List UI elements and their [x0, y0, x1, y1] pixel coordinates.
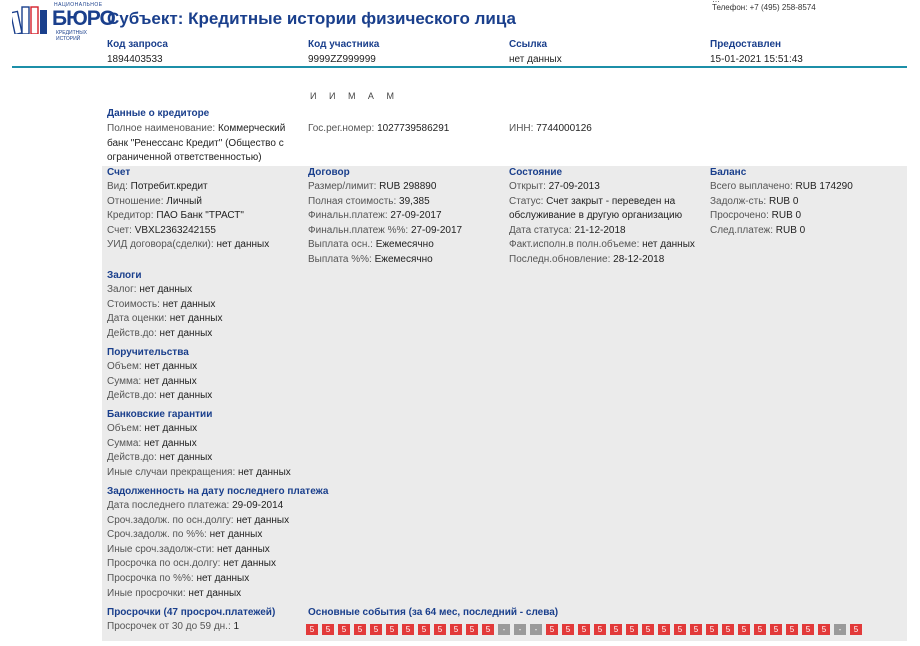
state-row: [509, 238, 695, 253]
account-row-label: Счет:: [107, 224, 132, 236]
timeline-cell: -: [514, 624, 526, 635]
state-row: [509, 209, 695, 224]
bank-guarantees-row-value: нет данных: [143, 437, 197, 449]
timeline-cell: 5: [402, 624, 414, 635]
creditor-name-label: Полное наименование:: [107, 123, 216, 134]
timeline-cell: 5: [594, 624, 606, 635]
guarantees-row: [107, 375, 212, 390]
guarantees-row-label: Сумма:: [107, 375, 142, 387]
timeline-cell: 5: [562, 624, 574, 635]
contract-row: [308, 253, 462, 268]
debt-row-label: Иные просрочки:: [107, 587, 186, 599]
timeline-cell: 5: [578, 624, 590, 635]
collateral-row-label: Стоимость:: [107, 298, 160, 310]
account-row-value: Личный: [166, 195, 202, 207]
contract-row-value: 27-09-2017: [410, 224, 463, 236]
collateral-row: [107, 327, 222, 342]
overdue-section: [107, 607, 275, 635]
request-code-label: Код запроса: [107, 39, 168, 50]
state-row: [509, 224, 695, 239]
timeline-cell: 5: [322, 624, 334, 635]
timeline-cell: 5: [642, 624, 654, 635]
bank-guarantees-row: [107, 437, 291, 452]
timeline-cell: 5: [482, 624, 494, 635]
timeline-cell: 5: [610, 624, 622, 635]
debt-row-label: Просрочка по осн.долгу:: [107, 558, 221, 570]
logo-sub-text: КРЕДИТНЫХ ИСТОРИЙ: [56, 30, 87, 42]
timeline-cell: 5: [306, 624, 318, 635]
timeline-cell: 5: [722, 624, 734, 635]
timeline-cell: -: [834, 624, 846, 635]
debt-row: [107, 528, 328, 543]
debt-row-value: 29-09-2014: [232, 500, 284, 511]
account-heading: Счет: [107, 167, 131, 178]
contract-row-value: RUB 298890: [379, 181, 437, 192]
account-row-label: Кредитор:: [107, 210, 154, 222]
contract-row-label: Финальн.платеж %%:: [308, 224, 409, 236]
guarantees-section: [107, 347, 212, 404]
bank-guarantees-row-value: нет данных: [238, 466, 291, 478]
balance-row-value: RUB 0: [775, 224, 806, 236]
timeline-cell: 5: [450, 624, 462, 635]
timeline-cell: 5: [818, 624, 830, 635]
timeline-cell: 5: [418, 624, 430, 635]
state-row-value: 28-12-2018: [613, 253, 665, 265]
contract-row-label: Финальн.платеж:: [308, 210, 388, 222]
creditor-name: [107, 122, 285, 166]
collateral-row: [107, 312, 222, 327]
payment-timeline: [306, 624, 862, 635]
balance-heading: Баланс: [710, 167, 747, 178]
events-heading: Основные события (за 64 мес, последний - слева): [308, 607, 559, 618]
debt-heading: Задолженность на дату последнего платежа: [107, 486, 329, 497]
creditor-inn: [509, 122, 592, 137]
state-section: [509, 167, 695, 268]
member-code-value: 9999ZZ999999: [308, 54, 376, 65]
timeline-cell: 5: [850, 624, 862, 635]
contract-section: [308, 167, 462, 268]
contract-row: [308, 180, 462, 195]
collateral-heading: Залоги: [107, 270, 142, 281]
guarantees-row-label: Действ.до:: [107, 390, 157, 402]
header-divider: [12, 66, 907, 68]
account-row: [107, 195, 269, 210]
creditor-name-line-3: ограниченной ответственностью): [107, 152, 262, 164]
debt-row-label: Дата последнего платежа:: [107, 500, 230, 511]
balance-row: [710, 180, 853, 195]
logo-main-text: БЮРО: [52, 7, 115, 30]
state-row-label: Открыт:: [509, 181, 546, 192]
contract-row-label: Размер/лимит:: [308, 181, 377, 192]
account-row-value: Потребит.кредит: [130, 181, 208, 192]
page-title: Субъект: Кредитные истории физического лица: [107, 9, 516, 28]
collateral-row-label: Действ.до:: [107, 327, 157, 339]
debt-row: [107, 514, 328, 529]
overdue-heading: Просрочки (47 просроч.платежей): [107, 607, 276, 618]
contract-row: [308, 209, 462, 224]
provided-value: 15-01-2021 15:51:43: [710, 54, 803, 65]
state-row-label: Последн.обновление:: [509, 253, 611, 265]
debt-row-value: нет данных: [196, 572, 250, 584]
timeline-cell: 5: [770, 624, 782, 635]
account-row-value: VBXL2363242155: [134, 224, 216, 236]
balance-section: [710, 167, 853, 238]
debt-row-value: нет данных: [236, 514, 290, 526]
debt-row: [107, 587, 328, 602]
guarantees-row: [107, 360, 212, 375]
debt-row-value: нет данных: [223, 558, 276, 570]
debt-row-label: Просрочка по %%:: [107, 572, 194, 584]
collateral-row-value: нет данных: [159, 327, 213, 339]
guarantees-row: [107, 389, 212, 404]
bureau-logo: [12, 2, 115, 42]
debt-row-value: нет данных: [209, 529, 263, 541]
collateral-row-label: Дата оценки:: [107, 313, 167, 325]
balance-row-label: Задолж-сть:: [710, 195, 767, 207]
state-row-value: обслуживание в другую организацию: [509, 210, 683, 222]
debt-row: [107, 499, 328, 514]
state-row-value: Счет закрыт - переведен на: [546, 195, 676, 207]
timeline-cell: 5: [738, 624, 750, 635]
state-row: [509, 180, 695, 195]
books-logo-icon: [12, 4, 50, 34]
balance-row-label: След.платеж:: [710, 224, 773, 236]
inn-label: ИНН:: [509, 123, 534, 134]
account-section: [107, 167, 269, 253]
contract-heading: Договор: [308, 167, 350, 178]
debt-row-label: Сроч.задолж. по %%:: [107, 529, 207, 541]
overdue-row-value: 1: [233, 621, 240, 632]
bank-guarantees-row-label: Иные случаи прекращения:: [107, 466, 236, 478]
balance-row-label: Просрочено:: [710, 210, 769, 222]
timeline-cell: 5: [434, 624, 446, 635]
timeline-cell: 5: [690, 624, 702, 635]
creditor-ogrn: [308, 122, 449, 137]
debt-row-value: нет данных: [188, 587, 242, 599]
debt-row-label: Иные сроч.задолж-сти:: [107, 543, 215, 555]
debt-section: [107, 486, 328, 601]
collateral-section: [107, 270, 222, 341]
contract-row-value: 27-09-2017: [390, 210, 442, 222]
state-row: [509, 195, 695, 210]
timeline-cell: 5: [354, 624, 366, 635]
bank-guarantees-row: [107, 466, 291, 481]
reference-value: нет данных: [509, 54, 562, 65]
inn-value: 7744000126: [536, 123, 592, 134]
contract-row: [308, 224, 462, 239]
guarantees-row-value: нет данных: [143, 375, 197, 387]
member-code-label: Код участника: [308, 39, 380, 50]
collateral-row: [107, 298, 222, 313]
state-row-label: Дата статуса:: [509, 224, 572, 236]
timeline-cell: 5: [786, 624, 798, 635]
state-row: [509, 253, 695, 268]
balance-row-value: RUB 0: [771, 210, 802, 222]
debt-row: [107, 557, 328, 572]
timeline-cell: 5: [802, 624, 814, 635]
balance-row: [710, 224, 853, 239]
provided-label: Предоставлен: [710, 39, 782, 50]
timeline-cell: 5: [674, 624, 686, 635]
timeline-cell: 5: [386, 624, 398, 635]
balance-row-label: Всего выплачено:: [710, 181, 793, 192]
overdue-row-label: Просрочек от 30 до 59 дн.:: [107, 621, 231, 632]
collateral-row-label: Залог:: [107, 284, 137, 295]
subject-initials: И И М А М: [310, 91, 399, 101]
contract-row-value: Ежемесячно: [374, 253, 433, 265]
creditor-heading: Данные о кредиторе: [107, 108, 210, 119]
timeline-cell: -: [498, 624, 510, 635]
collateral-row-value: нет данных: [139, 284, 193, 295]
collateral-row-value: нет данных: [169, 313, 223, 325]
account-row-label: УИД договора(сделки):: [107, 239, 214, 251]
contract-row-label: Полная стоимость:: [308, 195, 397, 207]
timeline-cell: 5: [546, 624, 558, 635]
bank-guarantees-row: [107, 451, 291, 466]
contract-row-value: 39,385: [399, 195, 430, 207]
contact-phone: Телефон: +7 (495) 258-8574: [712, 3, 816, 12]
timeline-cell: 5: [370, 624, 382, 635]
account-row-label: Отношение:: [107, 195, 164, 207]
balance-row-value: RUB 174290: [795, 181, 853, 192]
timeline-cell: 5: [466, 624, 478, 635]
state-row-value: 27-09-2013: [548, 181, 600, 192]
bank-guarantees-row-value: нет данных: [159, 452, 213, 464]
bank-guarantees-row-label: Действ.до:: [107, 452, 157, 464]
account-row-value: ПАО Банк "ТРАСТ": [156, 210, 244, 222]
timeline-cell: 5: [338, 624, 350, 635]
contract-row-label: Выплата осн.:: [308, 239, 373, 251]
bank-guarantees-row: [107, 422, 291, 437]
debt-row: [107, 543, 328, 558]
account-row: [107, 180, 269, 195]
contract-row: [308, 195, 462, 210]
debt-row-value: нет данных: [217, 543, 270, 555]
bank-guarantees-row-label: Сумма:: [107, 437, 142, 449]
contract-row: [308, 238, 462, 253]
bank-guarantees-row-value: нет данных: [144, 423, 198, 434]
state-row-label: Факт.исполн.в полн.объеме:: [509, 239, 640, 251]
bank-guarantees-section: [107, 409, 291, 480]
collateral-row-value: нет данных: [162, 298, 216, 310]
account-row-value: нет данных: [216, 239, 270, 251]
timeline-cell: -: [530, 624, 542, 635]
timeline-cell: 5: [658, 624, 670, 635]
account-row: [107, 209, 269, 224]
guarantees-row-label: Объем:: [107, 361, 142, 372]
state-row-value: нет данных: [642, 239, 695, 251]
timeline-cell: 5: [626, 624, 638, 635]
timeline-cell: 5: [754, 624, 766, 635]
collateral-row: [107, 283, 222, 298]
state-row-value: 21-12-2018: [574, 224, 626, 236]
guarantees-row-value: нет данных: [159, 390, 213, 402]
balance-row: [710, 195, 853, 210]
contract-row-label: Выплата %%:: [308, 253, 372, 265]
account-row: [107, 238, 269, 253]
account-row-label: Вид:: [107, 181, 128, 192]
debt-row-label: Сроч.задолж. по осн.долгу:: [107, 514, 234, 526]
creditor-name-line-1: Коммерческий: [217, 123, 286, 134]
balance-row-value: RUB 0: [768, 195, 799, 207]
timeline-cell: 5: [706, 624, 718, 635]
guarantees-heading: Поручительства: [107, 347, 189, 358]
reference-label: Ссылка: [509, 39, 548, 50]
balance-row: [710, 209, 853, 224]
overdue-row: [107, 620, 275, 635]
guarantees-row-value: нет данных: [144, 361, 198, 372]
ogrn-value: 1027739586291: [377, 123, 450, 134]
state-row-label: Статус:: [509, 195, 544, 207]
account-row: [107, 224, 269, 239]
logo-small-text: НАЦИОНАЛЬНОЕ: [54, 2, 103, 8]
contract-row-value: Ежемесячно: [375, 239, 434, 251]
state-heading: Состояние: [509, 167, 563, 178]
bank-guarantees-heading: Банковские гарантии: [107, 409, 213, 420]
request-code-value: 1894403533: [107, 54, 163, 65]
creditor-name-line-2: банк "Ренессанс Кредит" (Общество с: [107, 137, 284, 149]
debt-row: [107, 572, 328, 587]
bank-guarantees-row-label: Объем:: [107, 423, 142, 434]
ogrn-label: Гос.рег.номер:: [308, 123, 375, 134]
